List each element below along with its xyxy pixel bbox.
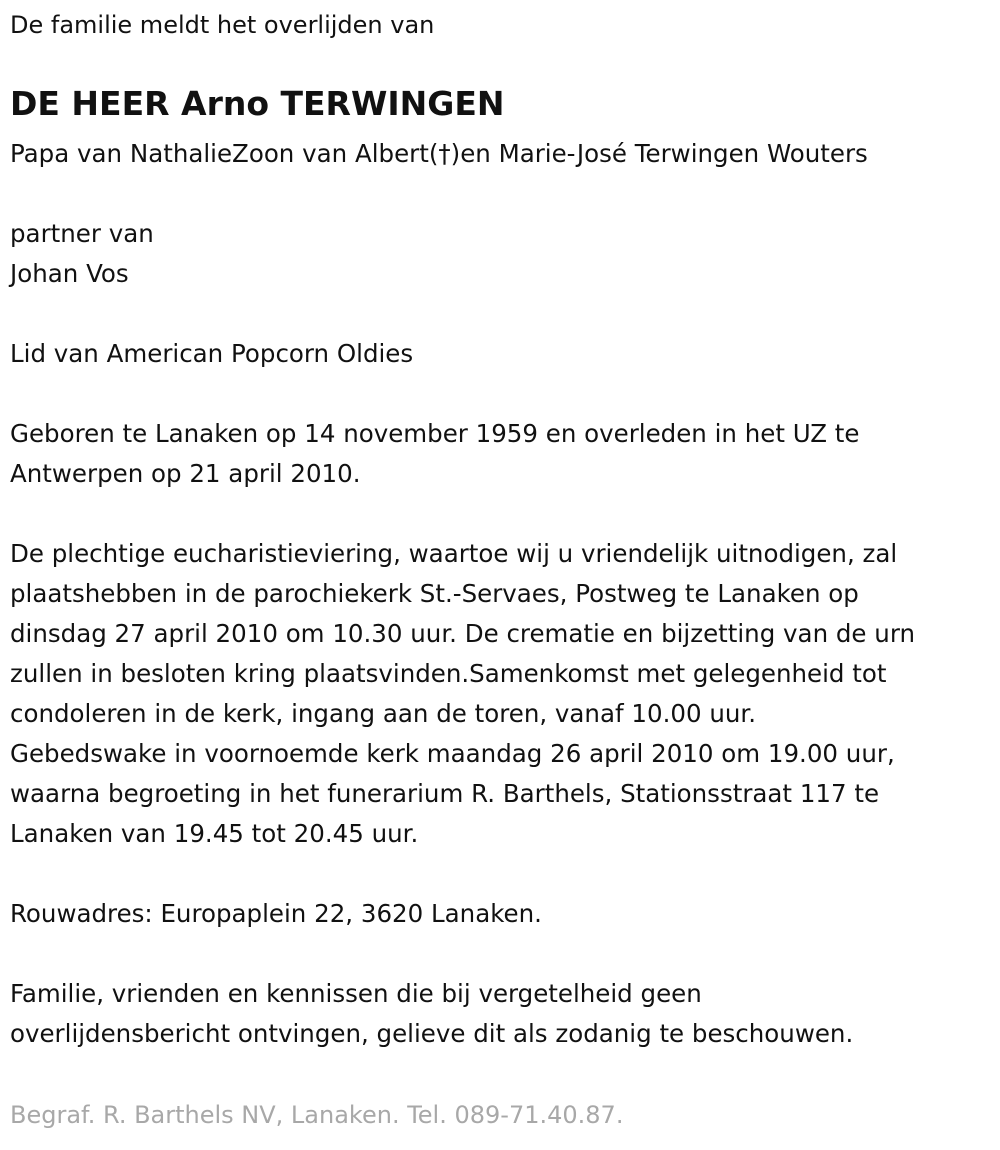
ceremony-line: waarna begroeting in het funerarium R. Barthels, Stationsstraat 117 te: [10, 779, 880, 808]
ceremony-line: Gebedswake in voornoemde kerk maandag 26 april 2010 om 19.00 uur,: [10, 739, 895, 768]
family-relations: Papa van NathalieZoon van Albert(†)en Marie-José Terwingen Wouters: [10, 139, 868, 168]
deceased-name: DE HEER Arno TERWINGEN: [10, 84, 505, 123]
partner-name: Johan Vos: [10, 259, 129, 288]
ceremony-line: zullen in besloten kring plaatsvinden.Samenkomst met gelegenheid tot: [10, 659, 887, 688]
ceremony-line: Lanaken van 19.45 tot 20.45 uur.: [10, 819, 419, 848]
ceremony-paragraph: [10, 534, 995, 854]
ceremony-line: De plechtige eucharistieviering, waartoe wij u vriendelijk uitnodigen, zal: [10, 539, 898, 568]
funeral-home-footer: Begraf. R. Barthels NV, Lanaken. Tel. 089-71.40.87.: [10, 1101, 624, 1129]
notice-line: overlijdensbericht ontvingen, gelieve dit als zodanig te beschouwen.: [10, 1019, 854, 1048]
ceremony-line: condoleren in de kerk, ingang aan de toren, vanaf 10.00 uur.: [10, 699, 756, 728]
notice-paragraph: [10, 974, 995, 1054]
mourning-address: Rouwadres: Europaplein 22, 3620 Lanaken.: [10, 899, 542, 928]
membership: Lid van American Popcorn Oldies: [10, 339, 414, 368]
ceremony-line: plaatshebben in de parochiekerk St.-Servaes, Postweg te Lanaken op: [10, 579, 859, 608]
ceremony-line: dinsdag 27 april 2010 om 10.30 uur. De crematie en bijzetting van de urn: [10, 619, 915, 648]
birth-death-paragraph: [10, 414, 995, 494]
birth-death-line: Antwerpen op 21 april 2010.: [10, 459, 361, 488]
intro-text: De familie meldt het overlijden van: [10, 11, 435, 39]
partner-label: partner van: [10, 219, 154, 248]
partner-section: [10, 214, 995, 294]
birth-death-line: Geboren te Lanaken op 14 november 1959 en overleden in het UZ te: [10, 419, 860, 448]
notice-line: Familie, vrienden en kennissen die bij vergetelheid geen: [10, 979, 702, 1008]
